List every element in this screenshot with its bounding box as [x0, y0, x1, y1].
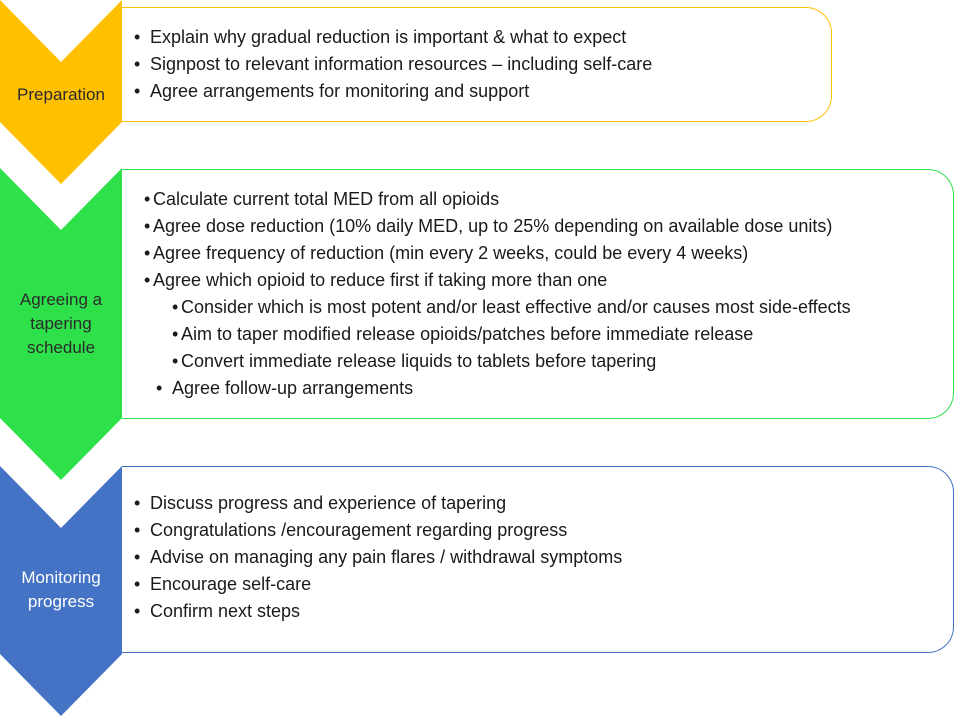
monitoring-label: [0, 566, 122, 614]
sub-list-item: • Aim to taper modified release opioids/patches before immediate release: [144, 321, 851, 348]
preparation-panel: [122, 7, 832, 122]
list-item: • Explain why gradual reduction is important & what to expect: [134, 24, 652, 51]
tapering-label: [0, 288, 122, 360]
bullet-icon: •: [134, 574, 141, 594]
list-item: • Congratulations /encouragement regarding progress: [134, 517, 622, 544]
bullet-icon: •: [156, 378, 163, 398]
list-item: • Confirm next steps: [134, 598, 622, 625]
monitoring-list: [134, 490, 622, 625]
sub-list-item: • Convert immediate release liquids to tablets before tapering: [144, 348, 851, 375]
tapering-panel: [122, 169, 954, 419]
preparation-label: Preparation: [17, 85, 105, 104]
bullet-icon: •: [134, 520, 141, 540]
tapering-label-line: tapering: [30, 314, 92, 333]
monitoring-panel: [122, 466, 954, 653]
monitoring-label-line: progress: [27, 592, 95, 611]
list-item: • Signpost to relevant information resources – including self-care: [134, 51, 652, 78]
bullet-icon: •: [144, 216, 151, 236]
list-item: • Encourage self-care: [134, 571, 622, 598]
bullet-icon: •: [134, 601, 141, 621]
bullet-icon: •: [144, 270, 151, 290]
tapering-list: [144, 186, 851, 402]
bullet-icon: •: [134, 54, 141, 74]
list-item: • Agree which opioid to reduce first if taking more than one: [144, 267, 851, 294]
tapering-label-line: Agreeing a: [19, 290, 103, 309]
preparation-list: [134, 24, 652, 105]
sub-list-item: • Consider which is most potent and/or least effective and/or causes most side-effects: [144, 294, 851, 321]
list-item: • Advise on managing any pain flares / withdrawal symptoms: [134, 544, 622, 571]
list-item: • Calculate current total MED from all opioids: [144, 186, 851, 213]
bullet-icon: •: [134, 81, 141, 101]
bullet-icon: •: [144, 189, 151, 209]
bullet-icon: •: [144, 243, 151, 263]
bullet-icon: •: [134, 493, 141, 513]
list-item: • Discuss progress and experience of tapering: [134, 490, 622, 517]
list-item: • Agree frequency of reduction (min every 2 weeks, could be every 4 weeks): [144, 240, 851, 267]
bullet-icon: •: [172, 324, 179, 344]
bullet-icon: •: [134, 547, 141, 567]
bullet-icon: •: [172, 351, 179, 371]
bullet-icon: •: [134, 27, 141, 47]
bullet-icon: •: [172, 297, 179, 317]
list-item: • Agree arrangements for monitoring and support: [134, 78, 652, 105]
list-item: • Agree dose reduction (10% daily MED, up to 25% depending on available dose units): [144, 213, 851, 240]
monitoring-label-line: Monitoring: [21, 568, 101, 587]
list-item: • Agree follow-up arrangements: [144, 375, 851, 402]
tapering-label-line: schedule: [26, 338, 96, 357]
